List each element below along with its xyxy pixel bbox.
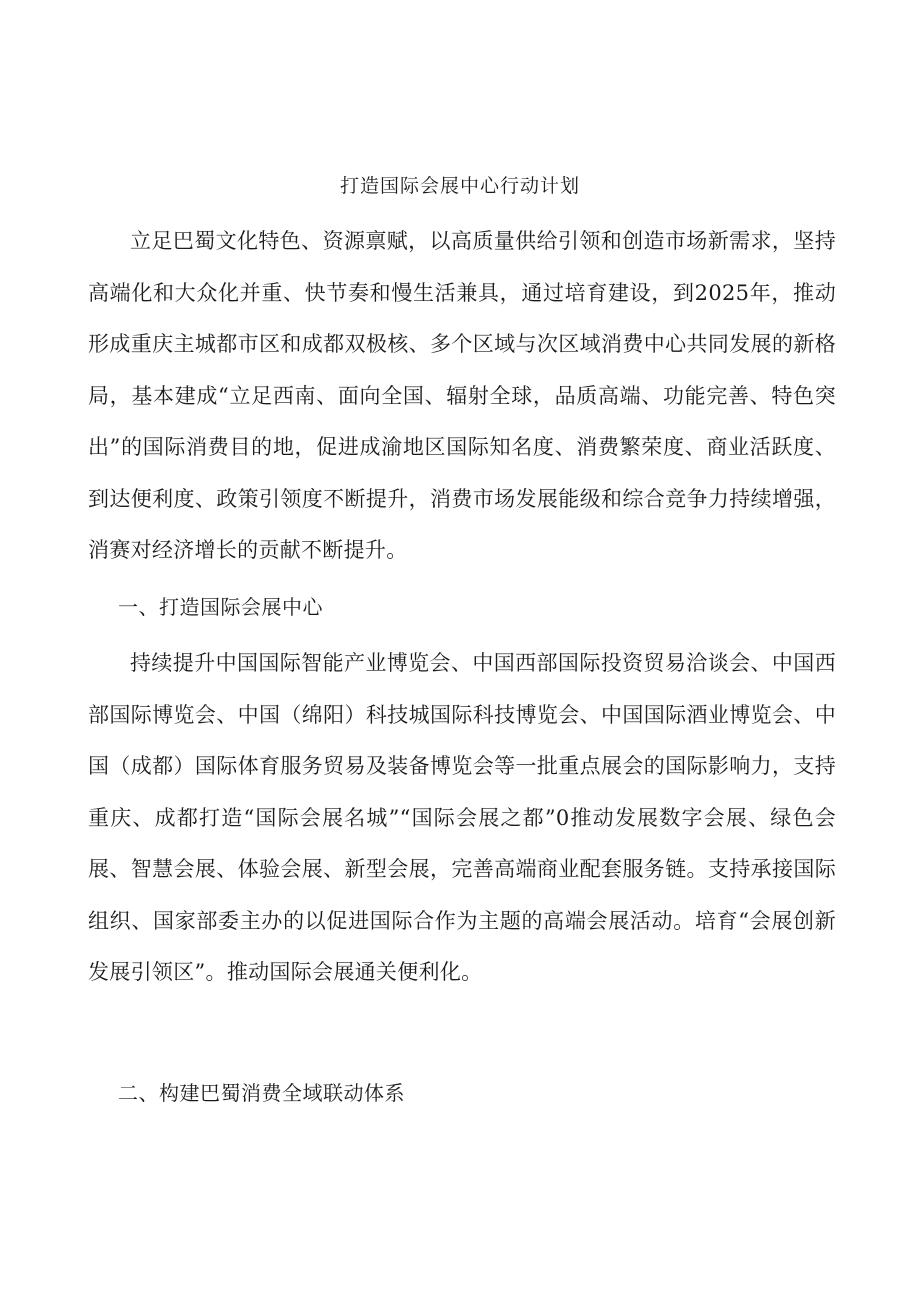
section-1-paragraph: 持续提升中国国际智能产业博览会、中国西部国际投资贸易洽谈会、中国西部国际博览会、中国（绵阳）科技城国际科技博览会、中国国际酒业博览会、中国（成都）国际体育服务贸易及装备博览会等一批重点展会的国际影响力，支持重庆、成都打造“国际会展名城”“国际会展之都”0推动发展数字会展、绿色会展、智慧会展、体验会展、新型会展，完善高端商业配套服务链。支持承接国际组织、国家部委主办的以促进国际合作为主题的高端会展活动。培育“会展创新发展引领区”。推动国际会展通关便利化。: [88, 651, 836, 984]
document-title: 打造国际会展中心行动计划: [339, 175, 580, 197]
intro-paragraph: 立足巴蜀文化特色、资源禀赋，以高质量供给引领和创造市场新需求，坚持高端化和大众化并重、快节奏和慢生活兼具，通过培育建设，到2025年，推动形成重庆主城都市区和成都双极核、多个区域与次区域消费中心共同发展的新格局，基本建成“立足西南、面向全国、辐射全球，品质高端、功能完善、特色突出”的国际消费目的地，促进成渝地区国际知名度、消费繁荣度、商业活跃度、到达便利度、政策引领度不断提升，消费市场发展能级和综合竞争力持续增强，消赛对经济增长的贡献不断提升。: [88, 229, 836, 562]
section-heading-2: 二、构建巴蜀消费全域联动体系: [118, 1081, 405, 1105]
section-heading-1: 一、打造国际会展中心: [118, 595, 323, 619]
